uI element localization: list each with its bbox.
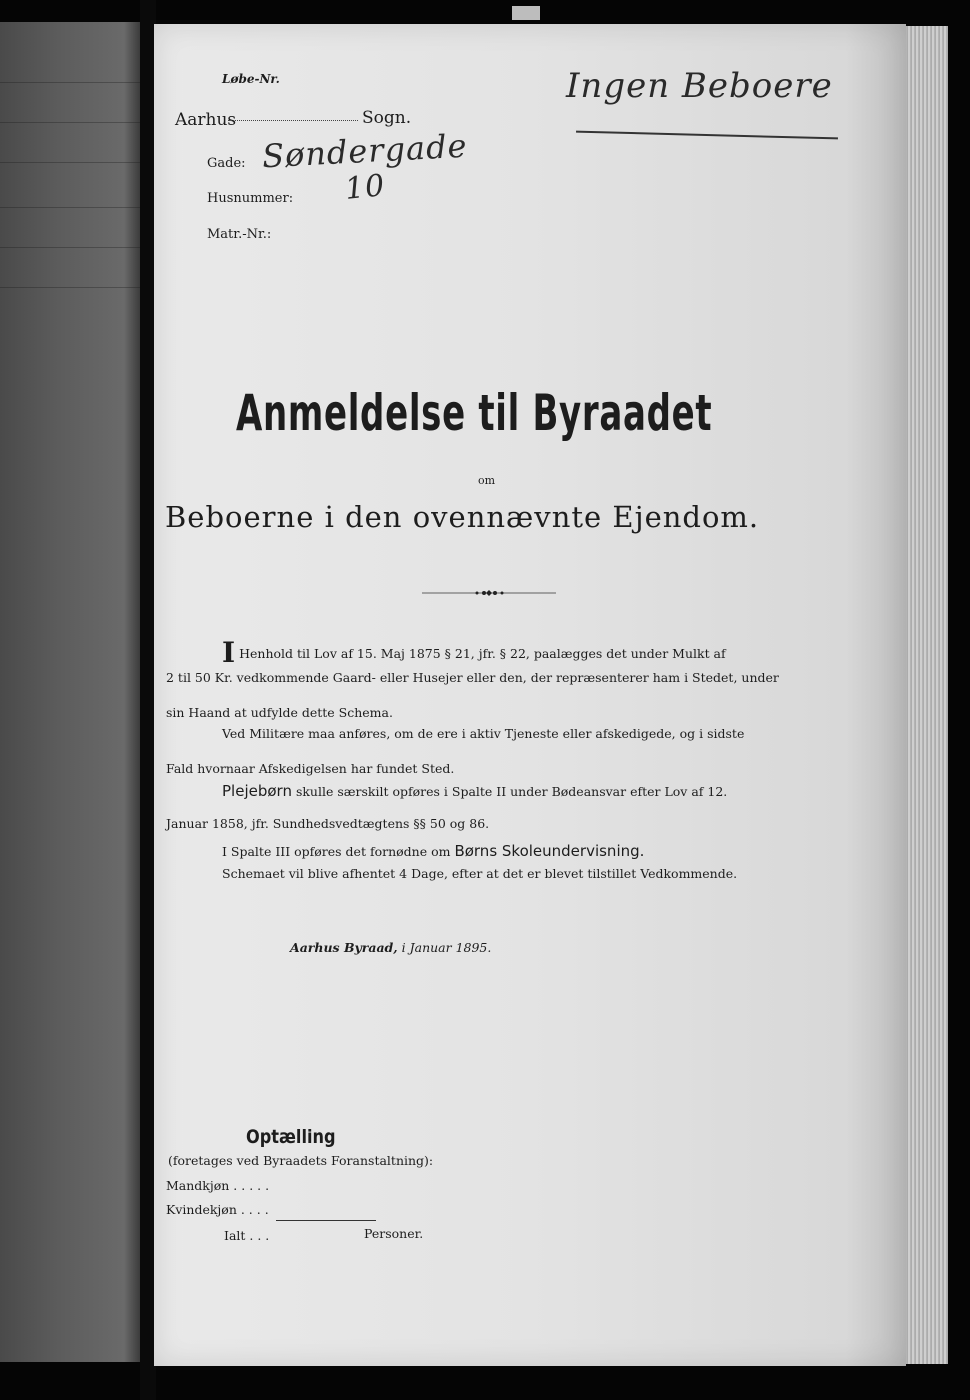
count-men-label: Mandkjøn . . . . . bbox=[166, 1178, 270, 1193]
handwritten-note: Ingen Beboere bbox=[566, 66, 833, 106]
paragraph-2-line-2: Fald hvornaar Afskedigelsen har fundet Sted. bbox=[166, 761, 455, 776]
paragraph-4-line-1 bbox=[222, 842, 644, 860]
signature-place: Aarhus Byraad, bbox=[290, 940, 398, 955]
drop-initial: I bbox=[222, 636, 236, 669]
main-title: Anmeldelse til Byraadet bbox=[236, 384, 713, 442]
paragraph-5-line-1: Schemaet vil blive afhentet 4 Dage, efter at det er blevet tilstillet Vedkommende. bbox=[222, 866, 738, 881]
left-facing-page bbox=[0, 22, 146, 1362]
paragraph-2-line-1: Ved Militære maa anføres, om de ere i aktiv Tjeneste eller afskedigede, og i sidste bbox=[222, 726, 745, 741]
paragraph-1-line-3: sin Haand at udfylde dette Schema. bbox=[166, 705, 393, 720]
street-label: Gade: bbox=[207, 156, 246, 171]
paragraph-1-text: Henhold til Lov af 15. Maj 1875 § 21, jfr. § 22, paalægges det under Mulkt af bbox=[239, 646, 726, 661]
paragraph-3-line-2: Januar 1858, jfr. Sundhedsvedtægtens §§ 50 og 86. bbox=[166, 816, 490, 831]
paragraph-4-text: I Spalte III opføres det fornødne om bbox=[222, 844, 451, 859]
ornament-divider bbox=[422, 588, 556, 598]
city-label: Aarhus bbox=[175, 110, 237, 130]
signature-date: i Januar 1895. bbox=[401, 940, 492, 955]
plejeborn-emphasis: Plejebørn bbox=[222, 782, 292, 800]
count-sum-line bbox=[276, 1220, 376, 1221]
page-tab bbox=[512, 6, 540, 20]
matr-label: Matr.-Nr.: bbox=[207, 227, 272, 242]
skoleundervisning-emphasis: Børns Skoleundervisning. bbox=[454, 842, 645, 860]
page-edges bbox=[900, 26, 948, 1364]
handwritten-street: Søndergade bbox=[261, 126, 469, 176]
count-persons-label: Personer. bbox=[364, 1226, 424, 1241]
house-number-label: Husnummer: bbox=[207, 191, 294, 206]
loebe-nr-label: Løbe-Nr. bbox=[222, 72, 280, 86]
paragraph-1-line-2: 2 til 50 Kr. vedkommende Gaard- eller Husejer eller den, der repræsenterer ham i Stedet, under bbox=[166, 670, 779, 685]
subtitle: Beboerne i den ovennævnte Ejendom. bbox=[165, 500, 760, 534]
handwritten-house-number: 10 bbox=[343, 167, 387, 208]
paragraph-3-text: skulle særskilt opføres i Spalte II under Bødeansvar efter Lov af 12. bbox=[295, 784, 728, 799]
paragraph-1-line-1 bbox=[222, 636, 726, 669]
parish-label: Sogn. bbox=[362, 108, 412, 128]
title-connector: om bbox=[478, 474, 496, 487]
paragraph-3-line-1 bbox=[222, 782, 727, 800]
count-subtitle: (foretages ved Byraadets Foranstaltning): bbox=[168, 1153, 434, 1168]
signature-line bbox=[290, 940, 491, 955]
parish-dotted-line bbox=[228, 119, 358, 121]
count-title: Optælling bbox=[246, 1126, 336, 1148]
count-women-label: Kvindekjøn . . . . bbox=[166, 1202, 269, 1217]
count-total-label: Ialt . . . bbox=[224, 1228, 270, 1243]
